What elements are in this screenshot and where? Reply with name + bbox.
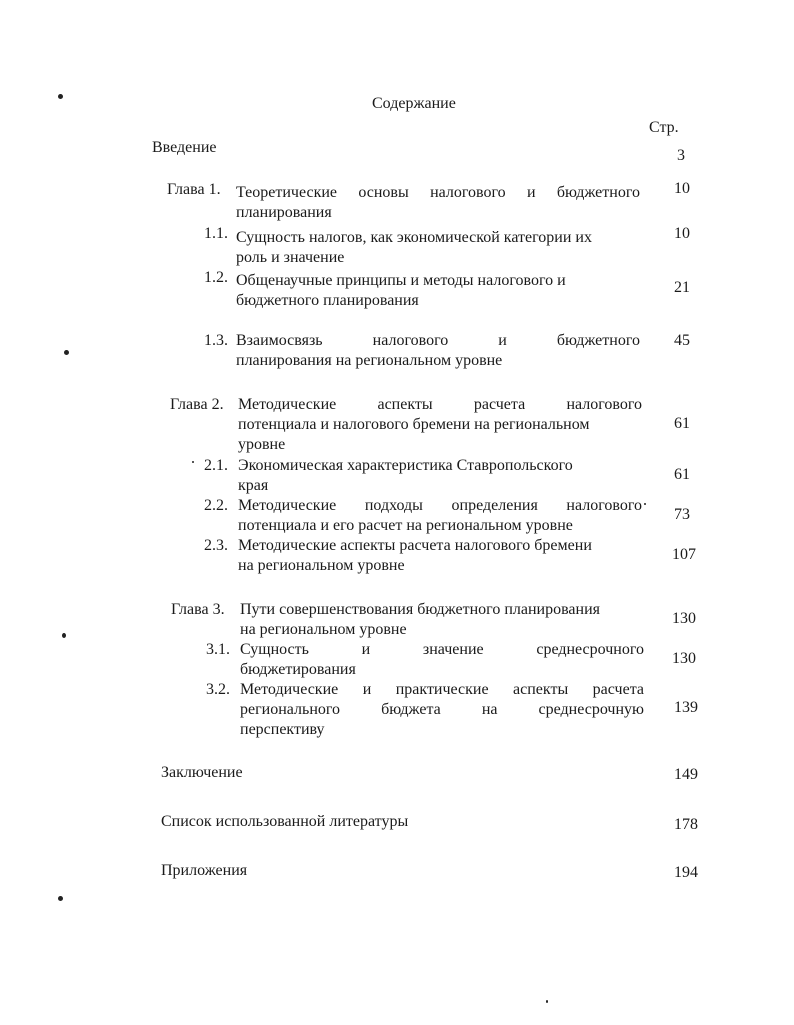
scan-speck: [58, 94, 63, 99]
chapter-2-title-line-2: потенциала и налогового бремени на региональном: [238, 416, 590, 433]
section-3-2-page: 139: [674, 699, 698, 716]
chapter-3-title-line-1: Пути совершенствования бюджетного планирования: [240, 601, 601, 618]
section-2-3-page: 107: [672, 546, 696, 563]
toc-bibliography-page: 178: [674, 816, 698, 833]
section-1-2-label: 1.2.: [204, 269, 228, 286]
scan-speck: [644, 503, 646, 505]
section-1-1-label: 1.1.: [204, 225, 228, 242]
scan-speck: [546, 1000, 548, 1003]
scan-speck: [58, 896, 63, 901]
page-title: Содержание: [372, 95, 456, 112]
section-2-2-label: 2.2.: [204, 497, 228, 514]
scan-speck: [192, 461, 194, 463]
section-1-3-line-2: планирования на региональном уровне: [236, 352, 503, 369]
chapter-2-page: 61: [674, 415, 690, 432]
section-3-1-line-2: бюджетирования: [240, 661, 356, 678]
toc-bibliography-label: Список использованной литературы: [161, 813, 409, 830]
section-1-1-title: [236, 228, 640, 268]
section-2-2-line-1: Методические подходы определения налогового: [238, 497, 642, 514]
section-3-1-label: 3.1.: [206, 641, 230, 658]
chapter-2-label: Глава 2.: [170, 396, 224, 413]
section-1-2-line-1: Общенаучные принципы и методы налогового и: [236, 272, 566, 289]
section-2-3-label: 2.3.: [204, 537, 228, 554]
chapter-3-title: [240, 600, 644, 640]
scan-speck: [64, 350, 69, 355]
section-2-2-title: [238, 496, 642, 536]
section-1-2-line-2: бюджетного планирования: [236, 292, 419, 309]
chapter-1-title: [236, 183, 640, 223]
section-1-1-line-1: Сущность налогов, как экономической категории их: [236, 229, 592, 246]
section-3-2-line-1: Методические и практические аспекты расчета: [240, 681, 644, 698]
section-2-1-line-1: Экономическая характеристика Ставропольского: [238, 457, 573, 474]
section-3-2-title: [240, 680, 644, 740]
chapter-3-label: Глава 3.: [171, 601, 225, 618]
page-column-header: Стр.: [649, 119, 679, 136]
section-2-1-page: 61: [674, 466, 690, 483]
section-1-3-title: [236, 331, 640, 371]
toc-conclusion-label: Заключение: [161, 764, 243, 781]
section-3-2-label: 3.2.: [206, 681, 230, 698]
section-3-1-line-1: Сущность и значение среднесрочного: [240, 641, 644, 658]
chapter-2-title-line-1: Методические аспекты расчета налогового: [238, 396, 642, 413]
section-3-1-title: [240, 640, 644, 680]
section-3-2-line-3: перспективу: [240, 721, 325, 738]
toc-intro-page: 3: [677, 147, 685, 164]
chapter-1-page: 10: [674, 180, 690, 197]
scan-speck: [62, 633, 66, 638]
section-2-1-label: 2.1.: [204, 457, 228, 474]
section-1-2-title: [236, 271, 640, 311]
chapter-3-title-line-2: на региональном уровне: [240, 621, 407, 638]
chapter-1-label: Глава 1.: [167, 181, 221, 198]
chapter-2-title: [238, 395, 642, 455]
section-2-2-page: 73: [674, 506, 690, 523]
toc-appendices-label: Приложения: [161, 862, 248, 879]
section-2-1-line-2: края: [238, 477, 269, 494]
chapter-2-title-line-3: уровне: [238, 436, 286, 453]
toc-conclusion-page: 149: [674, 766, 698, 783]
section-2-2-line-2: потенциала и его расчет на региональном уровне: [238, 517, 573, 534]
section-1-3-line-1: Взаимосвязь налогового и бюджетного: [236, 332, 640, 349]
toc-intro-label: Введение: [152, 139, 217, 156]
chapter-1-title-line-2: планирования: [236, 204, 332, 221]
chapter-1-title-line-1: Теоретические основы налогового и бюджетного: [236, 184, 640, 201]
section-2-3-title: [238, 536, 642, 576]
toc-appendices-page: 194: [674, 864, 698, 881]
section-1-3-page: 45: [674, 332, 690, 349]
section-3-1-page: 130: [672, 650, 696, 667]
section-1-1-line-2: роль и значение: [236, 249, 345, 266]
section-2-3-line-1: Методические аспекты расчета налогового бремени: [238, 537, 592, 554]
section-3-2-line-2: регионального бюджета на среднесрочную: [240, 701, 644, 718]
section-1-3-label: 1.3.: [204, 332, 228, 349]
section-1-2-page: 21: [674, 279, 690, 296]
section-2-3-line-2: на региональном уровне: [238, 557, 405, 574]
chapter-3-page: 130: [672, 610, 696, 627]
section-1-1-page: 10: [674, 225, 690, 242]
section-2-1-title: [238, 456, 642, 496]
